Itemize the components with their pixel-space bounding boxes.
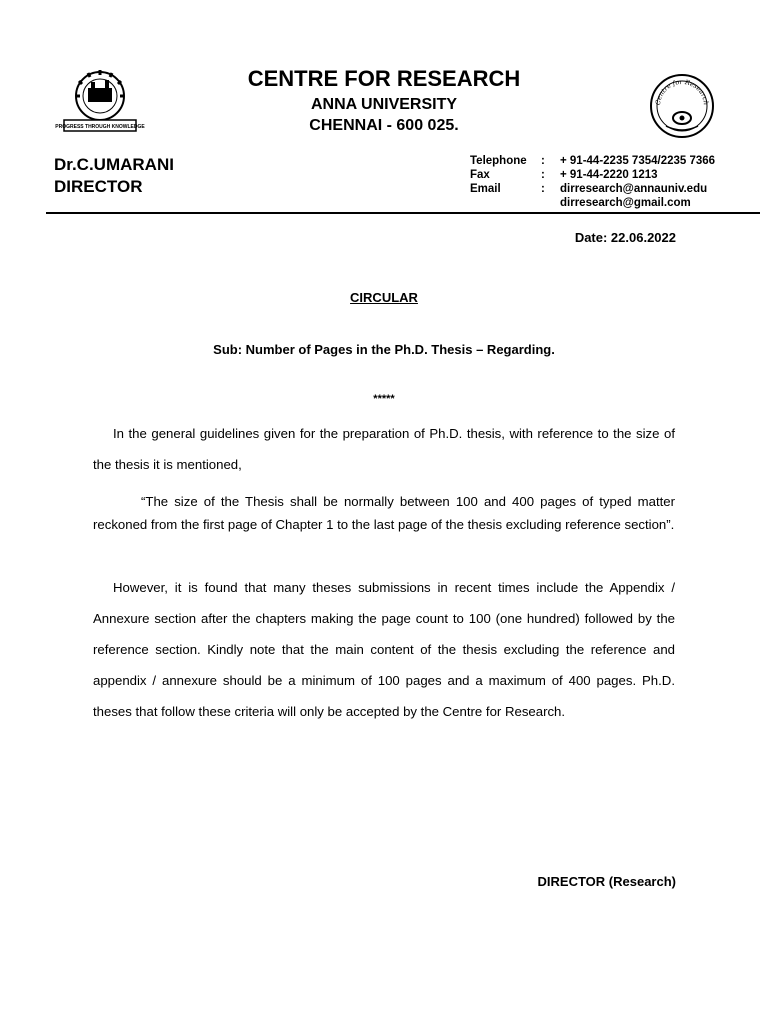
fax-value: + 91-44-2220 1213 (560, 169, 658, 181)
circular-heading: CIRCULAR (350, 290, 418, 305)
separator: : (541, 169, 545, 181)
fax-label: Fax (470, 169, 490, 181)
circular-subject: Sub: Number of Pages in the Ph.D. Thesis – Regarding. (213, 342, 555, 357)
telephone-label: Telephone (470, 155, 527, 167)
separator: : (541, 183, 545, 195)
institution-title: CENTRE FOR RESEARCH (247, 66, 521, 91)
paragraph-quote: “The size of the Thesis shall be normally between 100 and 400 pages of typed matter reckoned from the first page of Chapter 1 to the last page of the thesis excluding reference section”. (93, 494, 675, 532)
paragraph-instruction: However, it is found that many theses submissions in recent times include the Appendix / Annexure section after the chapters making the page count to 100 (one hundred) followed by the reference section. Kindly note that the main content of the thesis excluding the reference and appendix / annexure should be a minimum of 100 pages and a maximum of 400 pages. Ph.D. theses that follow these criteria will only be accepted by the Centre for Research. (93, 580, 675, 719)
signature-block: DIRECTOR (Research) (537, 874, 676, 889)
director-name: Dr.C.UMARANI (54, 155, 174, 174)
section-separator-stars: ***** (373, 393, 395, 405)
paragraph-intro: In the general guidelines given for the preparation of Ph.D. thesis, with reference to the size of the thesis it is mentioned, (93, 426, 675, 472)
director-title: DIRECTOR (54, 177, 143, 196)
city-address: CHENNAI - 600 025. (309, 117, 459, 134)
telephone-value: + 91-44-2235 7354/2235 7366 (560, 155, 716, 167)
header-divider (46, 212, 760, 214)
email-value-2[interactable]: dirresearch@gmail.com (560, 197, 691, 209)
circular-date: Date: 22.06.2022 (574, 230, 676, 245)
separator: : (541, 155, 545, 167)
university-name: ANNA UNIVERSITY (310, 96, 458, 113)
left-logo-motto: PROGRESS THROUGH KNOWLEDGE (55, 124, 145, 130)
email-label: Email (470, 183, 501, 195)
seal-text: Centre for Research (653, 77, 711, 106)
email-value-1[interactable]: dirresearch@annauniv.edu (560, 183, 708, 195)
